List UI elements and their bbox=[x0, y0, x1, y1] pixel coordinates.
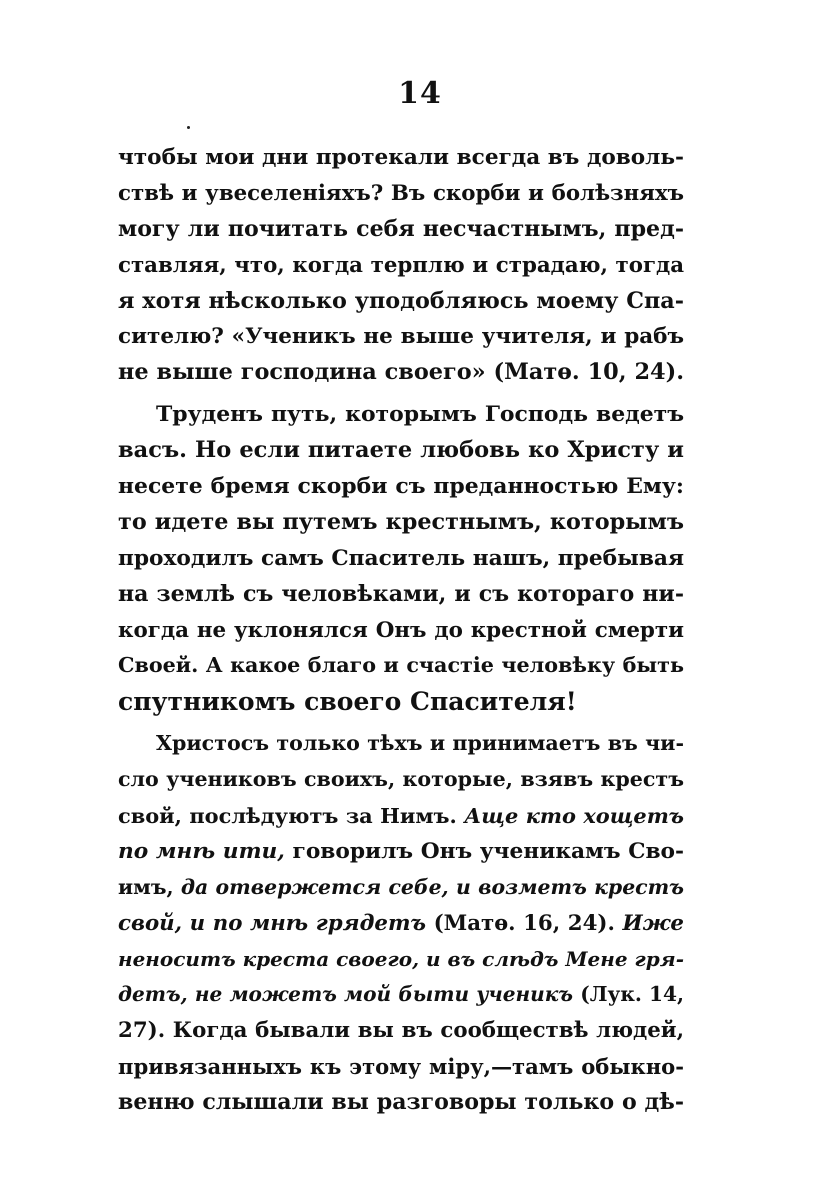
text-run-italic: детъ, не можетъ мой быти ученикъ bbox=[118, 982, 581, 1007]
text-run: Христосъ только тѣхъ и принимаетъ въ чи- bbox=[156, 731, 684, 756]
text-run: ствѣ и увеселеніяхъ? Въ скорби и болѣзняхъ bbox=[118, 180, 684, 206]
text-run-italic: Иже bbox=[622, 910, 684, 936]
text-line bbox=[118, 541, 684, 577]
text-line bbox=[118, 798, 684, 834]
text-run: сителю? «Ученикъ не выше учителя, и рабъ bbox=[118, 324, 684, 350]
text-run: Своей. А какое благо и счастіе человѣку быть bbox=[118, 653, 684, 678]
text-line bbox=[118, 726, 684, 762]
text-run: (Матѳ. 16, 24). bbox=[433, 910, 623, 936]
text-run: 27). Когда бывали вы въ сообществѣ людей, bbox=[118, 1018, 684, 1044]
text-run: (Лук. 14, bbox=[580, 982, 684, 1007]
text-run: чтобы мои дни протекали всегда въ доволь- bbox=[118, 145, 684, 170]
text-line bbox=[118, 762, 684, 798]
text-line bbox=[118, 577, 684, 613]
text-run: привязанныхъ къ этому міру,—тамъ обыкно- bbox=[118, 1054, 684, 1080]
text-line bbox=[118, 1085, 684, 1121]
body-text bbox=[118, 140, 684, 1121]
text-run: не выше господина своего» (Матѳ. 10, 24). bbox=[118, 359, 684, 386]
text-run: на землѣ съ человѣками, и съ котораго ни- bbox=[118, 580, 684, 607]
text-run: свой, послѣдуютъ за Нимъ. bbox=[118, 803, 465, 829]
text-run-italic: свой, и по мнѣ грядетъ bbox=[118, 910, 434, 936]
text-line bbox=[118, 870, 684, 906]
text-run: говорилъ Онъ ученикамъ Сво- bbox=[292, 838, 684, 864]
text-run: ставляя, что, когда терплю и страдаю, тогда bbox=[118, 252, 684, 278]
text-line bbox=[118, 684, 684, 720]
text-run-italic: неноситъ креста своего, и въ слѣдъ Мене гря- bbox=[118, 946, 684, 971]
text-run: васъ. Но если питаете любовь ко Христу и bbox=[118, 437, 684, 464]
text-line bbox=[118, 284, 684, 320]
print-speck bbox=[187, 126, 190, 129]
text-line bbox=[118, 140, 684, 176]
text-run: то идете вы путемъ крестнымъ, которымъ bbox=[118, 508, 684, 535]
text-line bbox=[118, 248, 684, 284]
text-run: проходилъ самъ Спаситель нашъ, пребывая bbox=[118, 545, 684, 571]
text-run-italic: по мнѣ ити, bbox=[118, 838, 293, 864]
page-number: 14 bbox=[398, 76, 442, 111]
text-run: имъ, bbox=[118, 874, 181, 899]
text-line bbox=[118, 355, 684, 391]
text-run: спутникомъ своего Спасителя! bbox=[118, 687, 577, 717]
text-run: сло учениковъ своихъ, которые, взявъ крестъ bbox=[118, 767, 684, 792]
text-line bbox=[118, 906, 684, 942]
text-line bbox=[118, 176, 684, 212]
text-line bbox=[118, 469, 684, 505]
text-run: венно слышали вы разговоры только о дѣ- bbox=[118, 1089, 684, 1116]
text-line bbox=[118, 319, 684, 355]
text-line bbox=[118, 212, 684, 248]
text-line bbox=[118, 397, 684, 433]
text-line bbox=[118, 977, 684, 1013]
text-line bbox=[118, 648, 684, 684]
text-run: несете бремя скорби съ преданностью Ему: bbox=[118, 473, 684, 500]
text-line bbox=[118, 1049, 684, 1085]
text-line bbox=[118, 505, 684, 541]
text-line bbox=[118, 1013, 684, 1049]
text-run-italic: да отвержется себе, и возметъ крестъ bbox=[180, 874, 684, 899]
text-run: когда не уклонялся Онъ до крестной смерти bbox=[118, 617, 684, 643]
text-line bbox=[118, 942, 684, 978]
text-line bbox=[118, 613, 684, 649]
text-run-italic: Аще кто хощетъ bbox=[464, 803, 684, 829]
text-run: Труденъ путь, которымъ Господь ведетъ bbox=[156, 401, 684, 428]
text-line bbox=[118, 834, 684, 870]
text-run: могу ли почитать себя несчастнымъ, пред- bbox=[118, 215, 684, 242]
text-line bbox=[118, 433, 684, 469]
text-run: я хотя нѣсколько уподобляюсь моему Спа- bbox=[118, 287, 684, 314]
